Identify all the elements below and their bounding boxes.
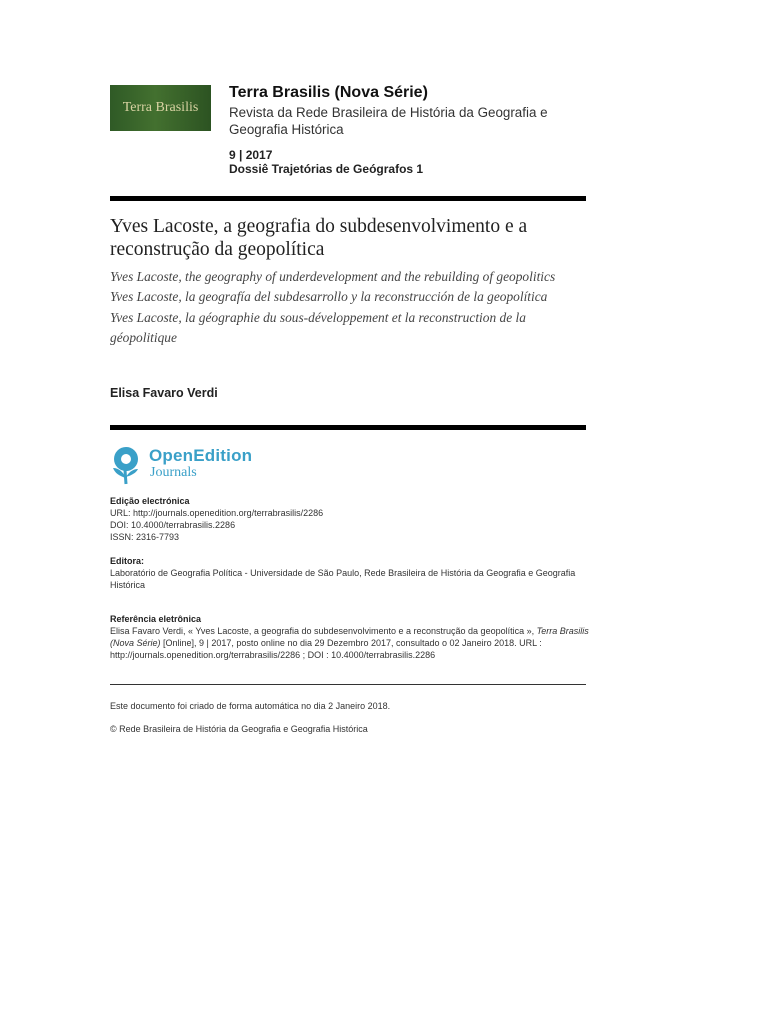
article-title: Yves Lacoste, a geografia do subdesenvolvimento e a reconstrução da geopolítica (110, 216, 528, 260)
journal-subtitle: Revista da Rede Brasileira de História da Geografia e Geografia Histórica (229, 105, 548, 137)
journal-title: Terra Brasilis (Nova Série) (229, 84, 428, 101)
reference-text (110, 625, 590, 661)
article-author: Elisa Favaro Verdi (110, 386, 218, 400)
reference-text-part2: [Online], 9 | 2017, posto online no dia 29 Dezembro 2017, consultado o 02 Janeiro 2018. URL : http://journals.openedition.org/terrabrasilis/2286 ; DOI : 10.4000/terrabrasilis.2286 (110, 638, 542, 660)
publisher-text: Laboratório de Geografia Política - Universidade de São Paulo, Rede Brasileira de História da Geografia e Geografia Histórica (110, 568, 576, 590)
top-divider (110, 196, 586, 201)
generation-note: Este documento foi criado de forma automática no dia 2 Janeiro 2018. (110, 701, 391, 711)
openedition-journals: Journals (150, 465, 197, 480)
alt-title-english: Yves Lacoste, the geography of underdevelopment and the rebuilding of geopolitics (110, 269, 556, 284)
electronic-edition-url[interactable]: URL: http://journals.openedition.org/terrabrasilis/2286 (110, 508, 324, 518)
copyright-note: © Rede Brasileira de História da Geografia e Geografia Histórica (110, 724, 368, 734)
bottom-divider (110, 684, 586, 685)
electronic-edition-doi[interactable]: DOI: 10.4000/terrabrasilis.2286 (110, 520, 236, 530)
reference-block (110, 613, 590, 661)
reference-label: Referência eletrônica (110, 614, 202, 624)
journal-logo (110, 85, 211, 131)
electronic-edition-issn: ISSN: 2316-7793 (110, 532, 180, 542)
logo-text: Terra Brasilis (122, 100, 199, 115)
publisher-label: Editora: (110, 556, 145, 566)
reference-journal: Terra Brasilis (Nova Série) (110, 626, 589, 648)
publisher-block (110, 555, 590, 591)
middle-divider (110, 425, 586, 430)
openedition-flower-icon (110, 446, 146, 486)
electronic-edition-block (110, 495, 590, 543)
reference-text-part1: Elisa Favaro Verdi, « Yves Lacoste, a geografia do subdesenvolvimento e a reconstrução da geopolítica », (110, 626, 537, 636)
dossier-title: Dossiê Trajetórias de Geógrafos 1 (229, 162, 424, 176)
openedition-name: OpenEdition (149, 446, 253, 465)
alt-title-spanish: Yves Lacoste, la geografía del subdesarrollo y la reconstrucción de la geopolítica (110, 289, 548, 305)
issue-number: 9 | 2017 (229, 148, 273, 162)
alternate-titles (110, 267, 590, 349)
electronic-edition-label: Edição electrónica (110, 496, 190, 506)
openedition-logo (110, 446, 270, 486)
alt-title-french: Yves Lacoste, la géographie du sous-développement et la reconstruction de la géopolitique (110, 309, 526, 346)
